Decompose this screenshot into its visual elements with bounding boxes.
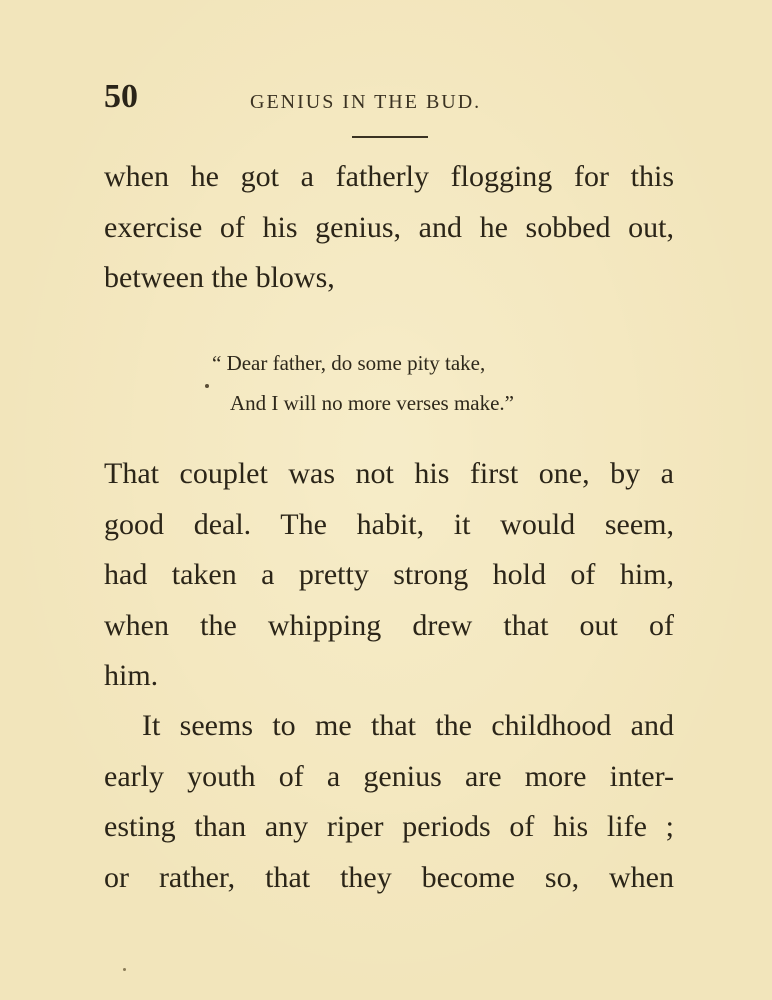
print-speck: [205, 384, 209, 388]
page-header: [104, 78, 684, 118]
verse-line: “ Dear father, do some pity take,: [212, 351, 486, 375]
text-line: It seems to me that the childhood and: [142, 709, 674, 742]
text-line: when the whipping drew that out of: [104, 608, 674, 642]
text-line: between the blows,: [104, 261, 335, 294]
verse-couplet: [212, 343, 514, 423]
verse-line: And I will no more verses make.”: [230, 391, 515, 415]
paragraph-2: [104, 449, 674, 702]
text-line: him.: [104, 659, 159, 692]
page-number: 50: [104, 78, 138, 115]
text-line: good deal. The habit, it would seem,: [104, 507, 674, 541]
print-speck: [123, 968, 126, 971]
text-line: or rather, that they become so, when: [104, 860, 674, 894]
text-line: when he got a fatherly flogging for this: [104, 160, 674, 193]
text-line: exercise of his genius, and he sobbed out,: [104, 210, 674, 244]
text-line: had taken a pretty strong hold of him,: [104, 558, 674, 591]
text-line: That couplet was not his first one, by a: [104, 457, 674, 490]
paragraph-3: [104, 701, 674, 903]
running-head: GENIUS IN THE BUD.: [250, 91, 482, 113]
text-line: early youth of a genius are more inter-: [104, 759, 674, 793]
paragraph-1: [104, 152, 674, 304]
header-rule: [352, 136, 428, 138]
text-line: esting than any riper periods of his life ;: [104, 810, 674, 843]
